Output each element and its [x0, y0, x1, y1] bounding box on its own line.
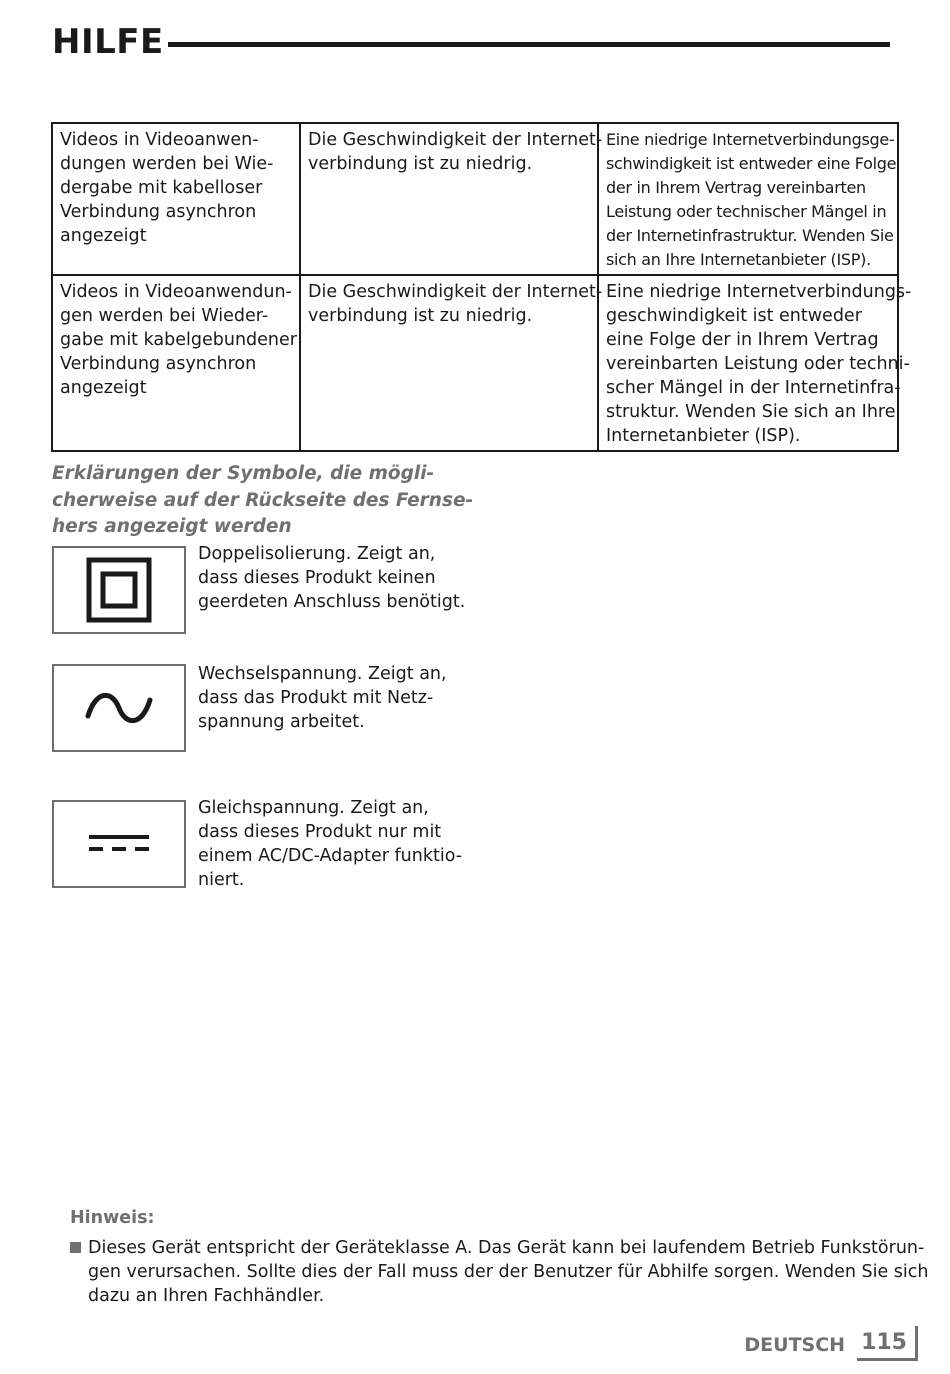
- note-body: [70, 1236, 929, 1308]
- cell-line: dungen werden bei Wie-: [60, 154, 274, 174]
- cell-line: gen werden bei Wieder-: [60, 306, 269, 326]
- description-line: Gleichspannung. Zeigt an,: [198, 798, 429, 818]
- cell-line: dergabe mit kabelloser: [60, 178, 263, 198]
- heading-line: Erklärungen der Symbole, die mögli-: [52, 463, 435, 484]
- page-title: HILFE: [52, 22, 164, 62]
- cell-line: angezeigt: [60, 226, 147, 246]
- cell-line: Internetanbieter (ISP).: [606, 426, 801, 446]
- description-line: Wechselspannung. Zeigt an,: [198, 664, 447, 684]
- heading-line: hers angezeigt werden: [52, 516, 292, 537]
- table-row: [52, 123, 898, 275]
- cell-line: angezeigt: [60, 378, 147, 398]
- cell-line: scher Mängel in der Internetinfra-: [606, 378, 901, 398]
- alternating-current-symbol-box: [52, 664, 186, 752]
- cell-line: der in Ihrem Vertrag vereinbarten: [606, 178, 866, 197]
- description-line: einem AC/DC-Adapter funktio-: [198, 846, 463, 866]
- description-line: dass dieses Produkt keinen: [198, 568, 436, 588]
- page-header: [52, 18, 890, 66]
- cell-line: Verbindung asynchron: [60, 202, 257, 222]
- remedy-cell: [598, 275, 912, 451]
- description-line: geerdeten Anschluss benötigt.: [198, 592, 466, 612]
- cause-cell: [300, 123, 603, 275]
- note-title: Hinweis:: [70, 1208, 155, 1228]
- cell-line: schwindigkeit ist entweder eine Folge: [606, 154, 897, 173]
- direct-current-symbol-box: [52, 800, 186, 888]
- alternating-current-icon: [84, 686, 154, 730]
- cell-line: Die Geschwindigkeit der Internet-: [308, 282, 603, 302]
- heading-line: cherweise auf der Rückseite des Fernse-: [52, 489, 474, 511]
- cell-line: gabe mit kabelgebundener: [60, 330, 297, 350]
- cell-line: verbindung ist zu niedrig.: [308, 154, 533, 174]
- description-line: dass das Produkt mit Netz-: [198, 688, 434, 708]
- double-insulation-symbol-box: [52, 546, 186, 634]
- cell-line: Leistung oder technischer Mängel in: [606, 202, 887, 221]
- troubleshooting-table: [51, 122, 912, 452]
- square-bullet-icon: [70, 1242, 81, 1253]
- cell-line: Videos in Videoanwendun-: [60, 282, 292, 302]
- cell-line: Verbindung asynchron: [60, 354, 257, 374]
- cell-line: Eine niedrige Internetverbindungsge-: [606, 130, 895, 149]
- note-line: dazu an Ihren Fachhändler.: [88, 1286, 325, 1306]
- cause-cell: [300, 275, 603, 451]
- problem-cell: [52, 275, 300, 451]
- cell-line: Videos in Videoanwen-: [60, 130, 259, 150]
- direct-current-icon: [87, 832, 151, 856]
- cell-line: Eine niedrige Internetverbindungs-: [606, 282, 912, 302]
- description-line: Doppelisolierung. Zeigt an,: [198, 544, 436, 564]
- description-line: dass dieses Produkt nur mit: [198, 822, 442, 842]
- double-insulation-icon: [86, 557, 152, 623]
- remedy-cell: [598, 123, 898, 275]
- cell-line: Die Geschwindigkeit der Internet-: [308, 130, 603, 150]
- symbols-heading: [52, 461, 482, 541]
- cell-line: struktur. Wenden Sie sich an Ihre: [606, 402, 896, 422]
- description-line: niert.: [198, 870, 245, 890]
- header-rule: [168, 42, 890, 47]
- alternating-current-description: [198, 662, 478, 734]
- cell-line: vereinbarten Leistung oder techni-: [606, 354, 910, 374]
- note-line: gen verursachen. Sollte dies der Fall muss der der Benutzer für Abhilfe sorgen. Wenden Sie sich: [88, 1262, 929, 1282]
- cell-line: verbindung ist zu niedrig.: [308, 306, 533, 326]
- cell-line: geschwindigkeit ist entweder: [606, 306, 862, 326]
- problem-cell: [52, 123, 300, 275]
- page-number: 115: [857, 1326, 918, 1361]
- cell-line: sich an Ihre Internetanbieter (ISP).: [606, 250, 871, 269]
- note-line: Dieses Gerät entspricht der Geräteklasse A. Das Gerät kann bei laufendem Betrieb Funkstörun-: [88, 1238, 925, 1258]
- cell-line: eine Folge der in Ihrem Vertrag: [606, 330, 879, 350]
- double-insulation-description: [198, 542, 478, 614]
- page-footer: [744, 1326, 918, 1360]
- table-row: [52, 275, 898, 451]
- description-line: spannung arbeitet.: [198, 712, 365, 732]
- cell-line: der Internetinfrastruktur. Wenden Sie: [606, 226, 894, 245]
- footer-language: DEUTSCH: [744, 1334, 846, 1356]
- direct-current-description: [198, 796, 478, 892]
